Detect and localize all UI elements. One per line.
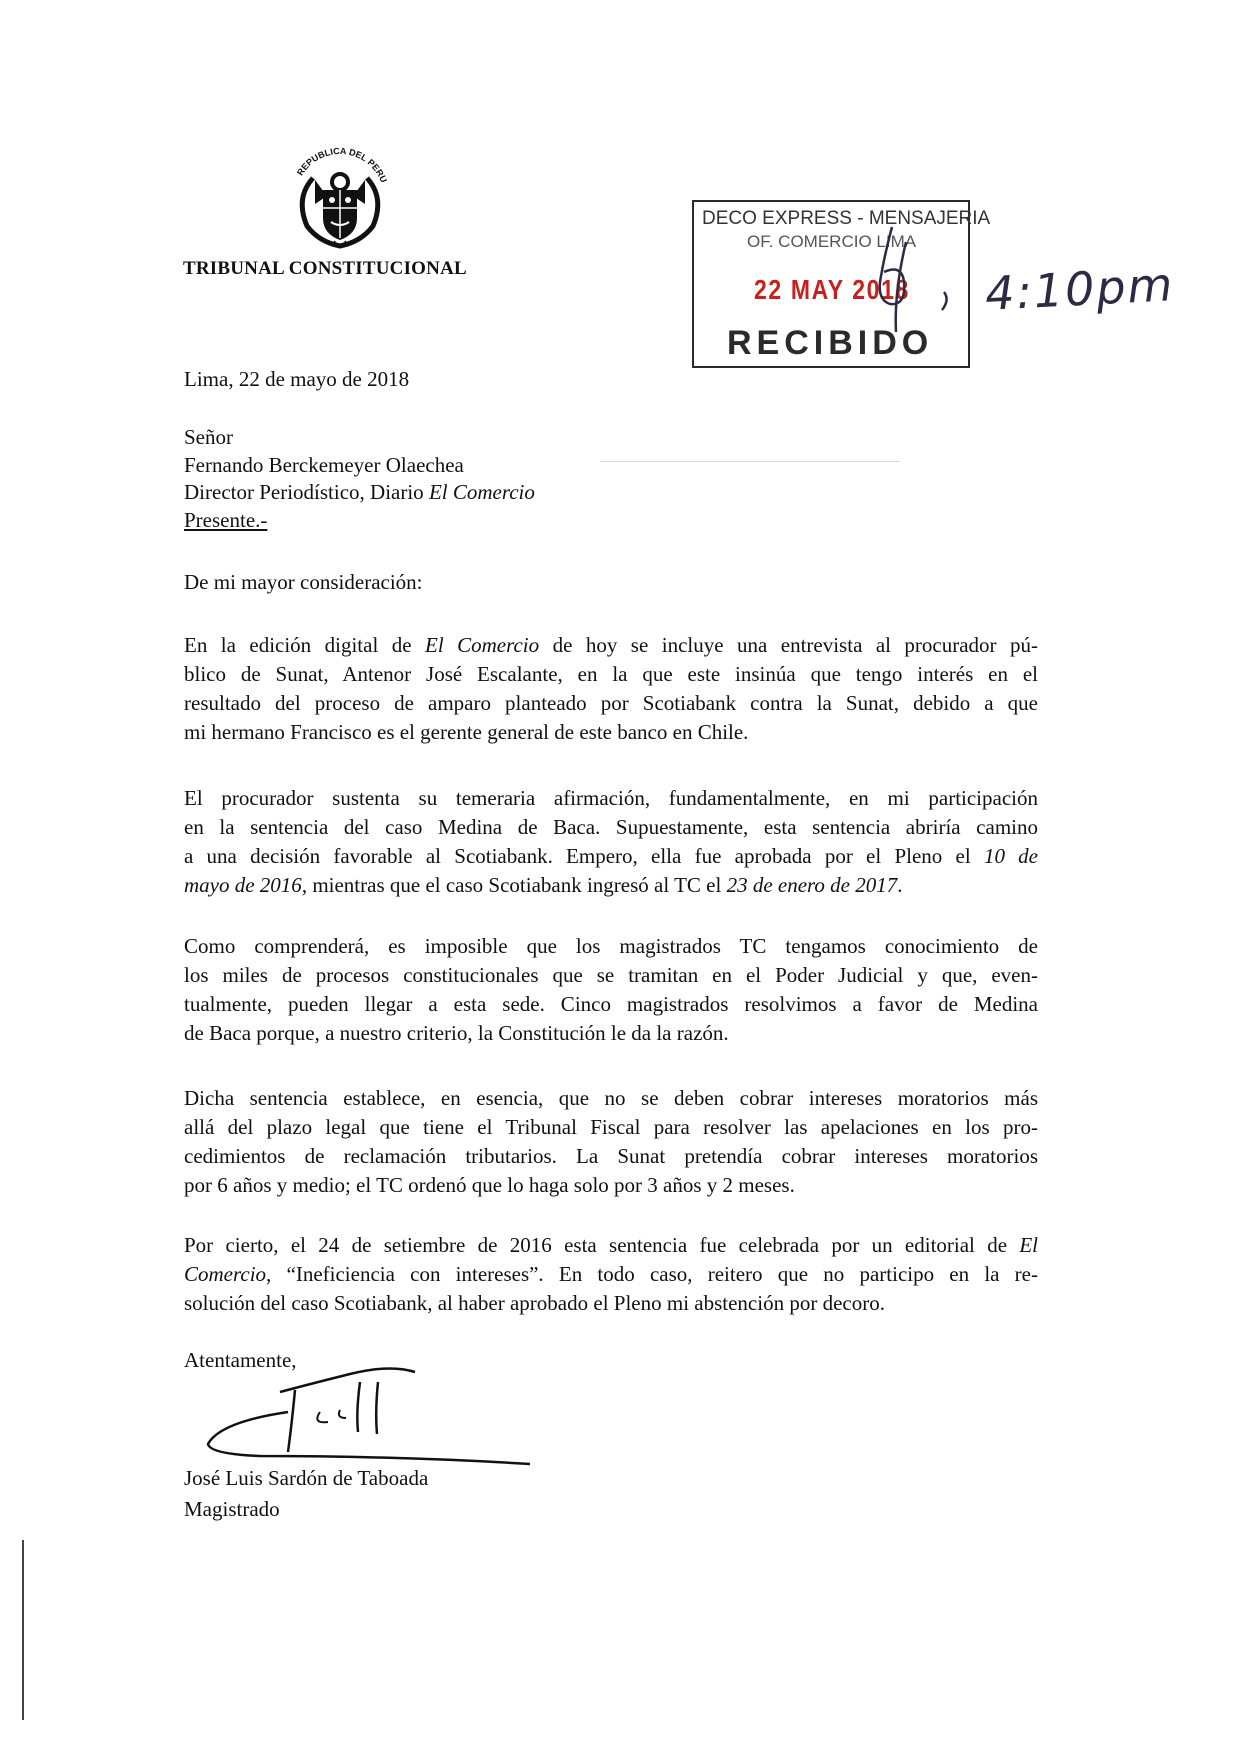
- paragraph-line: de Baca porque, a nuestro criterio, la Constitución le da la razón.: [184, 1021, 729, 1045]
- paragraph-line: Dicha sentencia establece, en esencia, que no se deben cobrar intereses moratorios más: [184, 1086, 1038, 1110]
- paragraph-1: [184, 631, 1038, 747]
- paragraph-line: tualmente, pueden llegar a esta sede. Cinco magistrados resolvimos a favor de Medina: [184, 992, 1038, 1016]
- paragraph-line: Por cierto, el 24 de setiembre de 2016 esta sentencia fue celebrada por un editorial de El: [184, 1233, 1038, 1257]
- paragraph-line: allá del plazo legal que tiene el Tribunal Fiscal para resolver las apelaciones en los pro-: [184, 1115, 1038, 1139]
- paragraph-line: cedimientos de reclamación tributarios. La Sunat pretendía cobrar intereses moratorios: [184, 1144, 1038, 1168]
- paragraph-line: a una decisión favorable al Scotiabank. Empero, ella fue aprobada por el Pleno el 10 de: [184, 844, 1038, 868]
- signer-name: José Luis Sardón de Taboada: [184, 1466, 429, 1490]
- paragraph-line: mayo de 2016, mientras que el caso Scotiabank ingresó al TC el 23 de enero de 2017.: [184, 873, 903, 897]
- institution-name: TRIBUNAL CONSTITUCIONAL: [183, 258, 467, 279]
- divider: [600, 461, 900, 462]
- recipient-title: Señor: [184, 425, 233, 449]
- paragraph-line: blico de Sunat, Antenor José Escalante, en la que este insinúa que tengo interés en el: [184, 662, 1038, 686]
- paragraph-line: El procurador sustenta su temeraria afirmación, fundamentalmente, en mi participación: [184, 786, 1038, 810]
- paragraph-line: Comercio, “Ineficiencia con intereses”. En todo caso, reitero que no participo en la re-: [184, 1262, 1038, 1286]
- signer-title: Magistrado: [184, 1497, 280, 1521]
- scan-margin-line: [22, 1540, 24, 1720]
- paragraph-2: [184, 784, 1038, 900]
- paragraph-line: resultado del proceso de amparo planteado por Scotiabank contra la Sunat, debido a que: [184, 691, 1038, 715]
- received-stamp: [692, 200, 991, 368]
- salutation: De mi mayor consideración:: [184, 570, 423, 594]
- recipient-position: Director Periodístico, Diario El Comercio: [184, 480, 535, 504]
- signature-icon: [200, 1352, 540, 1472]
- paragraph-line: los miles de procesos constitucionales que se tramitan en el Poder Judicial y que, even-: [184, 963, 1038, 987]
- stamp-office: OF. COMERCIO LIMA: [747, 232, 917, 251]
- paragraph-4: [184, 1084, 1038, 1200]
- stamp-status: RECIBIDO: [727, 324, 934, 362]
- letter-date: Lima, 22 de mayo de 2018: [184, 367, 410, 391]
- stamp-date: 22 MAY 2018: [754, 274, 910, 305]
- handwritten-time: 4:10pm: [983, 257, 1176, 321]
- paragraph-line: Como comprenderá, es imposible que los magistrados TC tengamos conocimiento de: [184, 934, 1038, 958]
- paragraph-line: solución del caso Scotiabank, al haber aprobado el Pleno mi abstención por decoro.: [184, 1291, 885, 1315]
- paragraph-line: En la edición digital de El Comercio de hoy se incluye una entrevista al procurador pú-: [184, 633, 1038, 657]
- coat-of-arms-icon: [285, 138, 395, 258]
- crest-motto: REPUBLICA DEL PERU: [294, 145, 389, 185]
- recipient-presente: Presente.-: [184, 507, 268, 532]
- recipient-name: Fernando Berckemeyer Olaechea: [184, 452, 464, 477]
- stamp-scrawl-icon: [844, 222, 954, 332]
- paragraph-line: por 6 años y medio; el TC ordenó que lo haga solo por 3 años y 2 meses.: [184, 1173, 795, 1197]
- paragraph-5: [184, 1231, 1038, 1318]
- paragraph-line: en la sentencia del caso Medina de Baca. Supuestamente, esta sentencia abriría camino: [184, 815, 1038, 839]
- stamp-company: DECO EXPRESS - MENSAJERIA: [702, 208, 991, 229]
- closing: Atentamente,: [184, 1348, 297, 1372]
- paragraph-line: mi hermano Francisco es el gerente general de este banco en Chile.: [184, 720, 749, 744]
- recipient-block: [184, 424, 535, 534]
- paragraph-3: [184, 932, 1038, 1048]
